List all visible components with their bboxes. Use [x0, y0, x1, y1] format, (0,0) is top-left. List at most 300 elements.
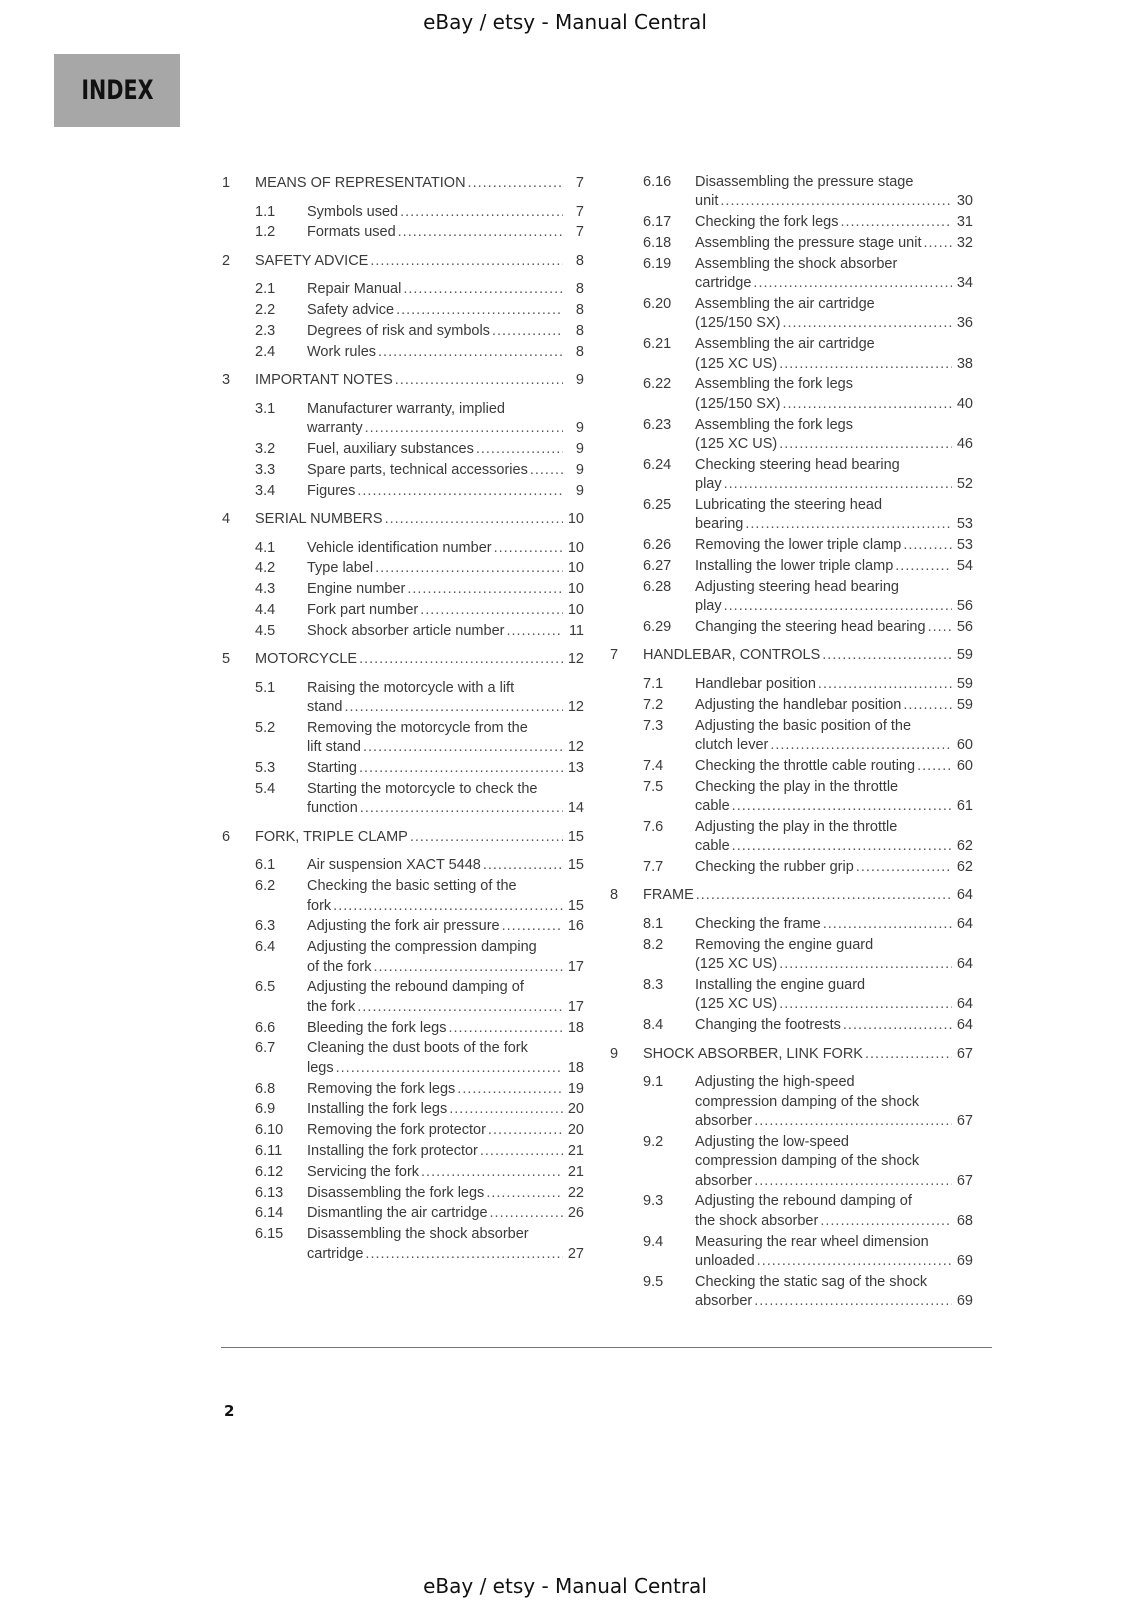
page-ref: 18 — [567, 1059, 584, 1076]
dot-leader — [696, 885, 952, 906]
entry-body — [307, 780, 584, 819]
page-ref: 40 — [956, 395, 973, 412]
entry-body — [695, 976, 973, 1015]
entry-text: Vehicle identification number — [307, 539, 492, 556]
entry-number: 5.4 — [255, 780, 276, 797]
toc-entry[interactable] — [610, 1273, 973, 1312]
entry-last-line — [307, 539, 584, 558]
dot-leader — [903, 536, 952, 555]
toc-entry[interactable] — [222, 1225, 584, 1264]
chapter-heading[interactable] — [643, 645, 973, 666]
page-ref: 31 — [956, 214, 973, 231]
entry-last-line — [695, 955, 973, 974]
entry-body — [307, 203, 584, 222]
entry-number: 6.19 — [643, 255, 672, 272]
chapter-title-line — [255, 509, 584, 530]
entry-last-line — [695, 213, 973, 232]
dot-leader — [779, 435, 952, 454]
chapter-title-line — [255, 251, 584, 272]
watermark-top: eBay / etsy - Manual Central — [423, 10, 707, 34]
entry-body — [695, 536, 973, 555]
dot-leader — [820, 1212, 952, 1231]
dot-leader — [753, 274, 952, 293]
entry-text: Engine number — [307, 581, 406, 598]
dot-leader — [745, 515, 952, 534]
entry-number: 3.3 — [255, 461, 276, 478]
toc-entry[interactable] — [222, 679, 584, 718]
toc-entry[interactable] — [222, 1080, 584, 1099]
toc-entry[interactable] — [222, 1204, 584, 1223]
entry-text-line: Installing the engine guard — [695, 977, 866, 994]
page-ref: 7 — [575, 175, 584, 191]
toc-entry[interactable] — [222, 877, 584, 916]
entry-text-line: Raising the motorcycle with a lift — [307, 679, 515, 696]
entry-last-line — [695, 515, 973, 534]
entry-last-line — [307, 601, 584, 620]
page-ref: 69 — [956, 1253, 973, 1270]
page-ref: 15 — [567, 857, 584, 874]
page-ref: 22 — [567, 1184, 584, 1201]
entry-text: Safety advice — [307, 302, 395, 319]
toc-entry[interactable] — [610, 375, 973, 414]
entry-number: 5.1 — [255, 679, 276, 696]
entry-text: Changing the steering head bearing — [695, 619, 926, 636]
page-ref: 8 — [575, 343, 584, 360]
toc-entry[interactable] — [222, 719, 584, 758]
entry-last-line — [695, 314, 973, 333]
toc-entry[interactable] — [222, 622, 584, 641]
entry-number: 7.4 — [643, 757, 664, 774]
entry-last-line — [307, 1059, 584, 1078]
page-ref: 27 — [567, 1245, 584, 1262]
chapter-number: 1 — [222, 175, 231, 191]
entry-text: Removing the fork protector — [307, 1122, 486, 1139]
entry-text: Fork part number — [307, 601, 419, 618]
dot-leader — [395, 370, 563, 391]
chapter-title-line — [255, 370, 584, 391]
toc-entry[interactable] — [222, 759, 584, 778]
dot-leader — [724, 475, 952, 494]
chapter-heading[interactable] — [643, 1044, 973, 1065]
page-ref: 13 — [567, 760, 584, 777]
entry-number: 6.18 — [643, 235, 672, 251]
page-ref: 10 — [567, 560, 584, 577]
toc-chapter — [222, 649, 584, 670]
dot-leader — [385, 509, 563, 530]
entry-number: 9.3 — [643, 1193, 664, 1210]
entry-body — [307, 1080, 584, 1099]
page-ref: 9 — [575, 420, 584, 437]
dot-leader — [365, 419, 563, 438]
page-ref: 53 — [956, 537, 973, 554]
dot-leader — [823, 915, 952, 934]
entry-last-line — [695, 618, 973, 637]
page-ref: 14 — [567, 800, 584, 817]
toc-entry[interactable] — [610, 173, 973, 212]
entry-text-line: Adjusting the play in the throttle — [695, 818, 898, 835]
entry-number: 6.13 — [255, 1184, 284, 1201]
entry-text-line: Assembling the air cartridge — [695, 296, 875, 312]
entry-text: cartridge — [695, 275, 752, 292]
page-ref: 17 — [567, 998, 584, 1015]
entry-body — [307, 1142, 584, 1161]
chapter-title-line — [255, 827, 584, 848]
chapter-number: 2 — [222, 252, 231, 269]
page-ref: 19 — [567, 1080, 584, 1097]
chapter-title-line — [255, 649, 584, 670]
entry-body — [695, 915, 973, 934]
dot-leader — [506, 622, 563, 641]
entry-number: 7.2 — [643, 696, 664, 713]
toc-entry[interactable] — [610, 335, 973, 374]
chapter-title-line — [643, 1044, 973, 1065]
entry-body — [695, 456, 973, 495]
toc-entry[interactable] — [610, 255, 973, 294]
entry-number: 6.29 — [643, 619, 672, 636]
page-ref: 53 — [956, 516, 973, 533]
toc-entry[interactable] — [222, 461, 584, 480]
toc-entry[interactable] — [222, 322, 584, 341]
entry-text-line: Lubricating the steering head — [695, 497, 883, 514]
dot-leader — [400, 203, 563, 222]
entry-last-line — [695, 1112, 973, 1131]
page-ref: 34 — [956, 275, 973, 292]
toc-entry[interactable] — [222, 1184, 584, 1203]
page-ref: 64 — [956, 956, 973, 973]
toc-entry[interactable] — [610, 496, 973, 535]
toc-chapter — [610, 1044, 973, 1065]
page-ref: 15 — [567, 897, 584, 914]
toc-entry[interactable] — [610, 557, 973, 576]
entry-text: (125 XC US) — [695, 436, 778, 453]
chapter-number: 9 — [610, 1045, 619, 1062]
entry-text: Dismantling the air cartridge — [307, 1205, 488, 1222]
dot-leader — [378, 343, 563, 362]
entry-body — [307, 938, 584, 977]
chapter-heading[interactable] — [255, 509, 584, 530]
entry-text: stand — [307, 699, 343, 716]
entry-body — [695, 936, 973, 975]
entry-text: the shock absorber — [695, 1212, 819, 1229]
toc-entry[interactable] — [222, 917, 584, 936]
toc-entry[interactable] — [610, 915, 973, 934]
toc-entry[interactable] — [610, 696, 973, 715]
dot-leader — [457, 1080, 563, 1099]
entry-last-line — [307, 738, 584, 757]
entry-last-line — [695, 192, 973, 211]
entry-text: Handlebar position — [695, 676, 816, 693]
entry-number: 2.4 — [255, 343, 276, 360]
entry-body — [695, 778, 973, 817]
chapter-heading[interactable] — [255, 173, 584, 194]
toc-entry[interactable] — [610, 976, 973, 1015]
toc-entry[interactable] — [610, 618, 973, 637]
entry-last-line — [307, 343, 584, 362]
dot-leader — [373, 958, 563, 977]
page-ref: 8 — [575, 322, 584, 339]
dot-leader — [928, 618, 952, 637]
entry-text: cable — [695, 798, 730, 815]
entry-text-line: Checking steering head bearing — [695, 456, 900, 473]
page-ref: 38 — [956, 355, 973, 372]
dot-leader — [357, 998, 563, 1017]
toc-entry[interactable] — [222, 280, 584, 299]
entry-body — [695, 757, 973, 776]
page-ref: 16 — [567, 918, 584, 935]
toc-entry[interactable] — [222, 482, 584, 501]
toc-entry[interactable] — [610, 1192, 973, 1231]
entry-number: 8.3 — [643, 977, 664, 994]
entry-number: 5.3 — [255, 760, 276, 777]
toc-entry[interactable] — [222, 601, 584, 620]
entry-number: 6.24 — [643, 456, 672, 473]
toc-entry[interactable] — [610, 416, 973, 455]
entry-last-line — [695, 355, 973, 374]
page-ref: 8 — [575, 302, 584, 319]
toc-entry[interactable] — [610, 456, 973, 495]
entry-text-line: Adjusting the basic position of the — [695, 717, 912, 734]
toc-entry[interactable] — [610, 778, 973, 817]
dot-leader — [410, 827, 563, 848]
entry-number: 1.1 — [255, 203, 276, 220]
entry-number: 5.2 — [255, 719, 276, 736]
toc-entry[interactable] — [610, 757, 973, 776]
entry-text: Spare parts, technical accessories — [307, 461, 528, 478]
dot-leader — [779, 355, 952, 374]
toc-entry[interactable] — [610, 234, 973, 253]
entry-text: SAFETY ADVICE — [255, 252, 369, 269]
entry-last-line — [307, 203, 584, 222]
page-ref: 20 — [567, 1122, 584, 1139]
entry-text: Adjusting the handlebar position — [695, 696, 902, 713]
entry-number: 6.5 — [255, 979, 276, 996]
entry-body — [307, 877, 584, 916]
entry-text: lift stand — [307, 739, 361, 756]
toc-entry[interactable] — [222, 440, 584, 459]
entry-last-line — [695, 797, 973, 816]
dot-leader — [732, 797, 952, 816]
page-ref: 8 — [575, 252, 584, 269]
dot-leader — [757, 1252, 952, 1271]
dot-leader — [895, 557, 952, 576]
page-ref: 60 — [956, 737, 973, 754]
entry-body — [695, 675, 973, 694]
chapter-number: 5 — [222, 651, 231, 668]
page-ref: 26 — [567, 1205, 584, 1222]
chapter-number: 3 — [222, 372, 231, 389]
entry-text: Degrees of risk and symbols — [307, 322, 490, 339]
entry-text: fork — [307, 897, 332, 914]
toc-entry[interactable] — [222, 223, 584, 242]
toc-entry[interactable] — [610, 1073, 973, 1131]
entry-last-line — [307, 301, 584, 320]
toc-entry[interactable] — [222, 978, 584, 1017]
toc-entry[interactable] — [610, 858, 973, 877]
toc-entry[interactable] — [222, 856, 584, 875]
chapter-number: 4 — [222, 510, 231, 527]
entry-body — [307, 601, 584, 620]
page-ref: 9 — [575, 440, 584, 457]
entry-body — [307, 1163, 584, 1182]
page-ref: 64 — [956, 916, 973, 933]
entry-last-line — [695, 1252, 973, 1271]
entry-body — [307, 400, 584, 439]
page-ref: 7 — [575, 203, 584, 220]
toc-entry[interactable] — [610, 536, 973, 555]
entry-last-line — [695, 915, 973, 934]
entry-last-line — [307, 856, 584, 875]
entry-number: 4.5 — [255, 622, 276, 639]
dot-leader — [359, 759, 563, 778]
entry-body — [695, 858, 973, 877]
toc-entry[interactable] — [222, 539, 584, 558]
entry-number: 2.2 — [255, 302, 276, 319]
entry-last-line — [307, 1163, 584, 1182]
entry-text: Installing the lower triple clamp — [695, 558, 894, 575]
page-ref: 56 — [956, 619, 973, 636]
entry-last-line — [307, 1121, 584, 1140]
dot-leader — [476, 440, 563, 459]
chapter-number: 8 — [610, 887, 619, 904]
dot-leader — [724, 597, 952, 616]
toc-chapter — [222, 370, 584, 391]
entry-last-line — [307, 698, 584, 717]
toc-chapter — [222, 251, 584, 272]
page-ref: 62 — [956, 859, 973, 876]
dot-leader — [488, 1121, 563, 1140]
entry-text: Repair Manual — [307, 281, 402, 298]
entry-body — [695, 375, 973, 414]
entry-text: Symbols used — [307, 203, 399, 220]
entry-body — [307, 978, 584, 1017]
entry-text: (125 XC US) — [695, 956, 778, 973]
entry-text-line: Assembling the fork legs — [695, 416, 853, 433]
page-ref: 59 — [956, 647, 973, 664]
toc-entry[interactable] — [222, 203, 584, 222]
entry-body — [307, 719, 584, 758]
page-ref: 21 — [567, 1142, 584, 1159]
toc-entry[interactable] — [610, 675, 973, 694]
entry-last-line — [695, 837, 973, 856]
entry-last-line — [695, 475, 973, 494]
chapter-heading[interactable] — [255, 251, 584, 272]
page-ref: 9 — [575, 461, 584, 478]
entry-text: Changing the footrests — [695, 1017, 841, 1034]
page-ref: 64 — [956, 996, 973, 1013]
entry-number: 4.4 — [255, 601, 276, 618]
entry-body — [695, 416, 973, 455]
entry-number: 4.1 — [255, 539, 276, 556]
dot-leader — [720, 192, 952, 211]
entry-body — [695, 1133, 973, 1191]
entry-last-line — [307, 998, 584, 1017]
toc-entry[interactable] — [610, 1016, 973, 1035]
dot-leader — [407, 580, 563, 599]
toc-chapter — [222, 173, 584, 194]
entry-number: 6.7 — [255, 1040, 276, 1057]
entry-text-line: Disassembling the shock absorber — [307, 1226, 529, 1243]
entry-number: 6.1 — [255, 857, 276, 874]
entry-text: Formats used — [307, 224, 396, 241]
dot-leader — [924, 234, 953, 253]
entry-number: 6.20 — [643, 296, 672, 312]
entry-body — [695, 295, 973, 334]
entry-number: 6.4 — [255, 939, 276, 956]
toc-entry[interactable] — [222, 938, 584, 977]
entry-body — [307, 622, 584, 641]
entry-number: 6.28 — [643, 578, 672, 595]
dot-leader — [490, 1204, 563, 1223]
entry-text: Adjusting the fork air pressure — [307, 918, 500, 935]
entry-text: absorber — [695, 1113, 753, 1130]
toc-entry[interactable] — [222, 580, 584, 599]
entry-number: 6.25 — [643, 497, 672, 514]
page-ref: 20 — [567, 1101, 584, 1118]
toc-entry[interactable] — [222, 559, 584, 578]
dot-leader — [782, 314, 952, 333]
toc-entry[interactable] — [610, 295, 973, 334]
entry-text-line: Cleaning the dust boots of the fork — [307, 1040, 528, 1057]
toc-entry[interactable] — [222, 1019, 584, 1038]
entry-body — [307, 679, 584, 718]
toc-entry[interactable] — [610, 717, 973, 756]
toc-entry[interactable] — [222, 1121, 584, 1140]
toc-entry[interactable] — [610, 818, 973, 857]
chapter-heading[interactable] — [255, 370, 584, 391]
toc-entry[interactable] — [222, 1039, 584, 1078]
page-ref: 17 — [567, 958, 584, 975]
entry-number: 6.6 — [255, 1019, 276, 1036]
entry-body — [307, 461, 584, 480]
toc-entry[interactable] — [222, 400, 584, 439]
toc-entry[interactable] — [222, 1142, 584, 1161]
toc-entry[interactable] — [610, 1233, 973, 1272]
entry-text: play — [695, 476, 722, 493]
entry-text: (125 XC US) — [695, 996, 778, 1013]
entry-text: MEANS OF REPRESENTATION — [255, 175, 466, 191]
toc-entry[interactable] — [222, 1163, 584, 1182]
entry-text-line: Adjusting the low-speed — [695, 1133, 849, 1150]
toc-entry[interactable] — [222, 343, 584, 362]
entry-number: 6.3 — [255, 918, 276, 935]
entry-last-line — [695, 557, 973, 576]
entry-last-line — [695, 858, 973, 877]
dot-leader — [421, 1163, 563, 1182]
page-ref: 68 — [956, 1212, 973, 1229]
toc-entry[interactable] — [610, 578, 973, 617]
chapter-heading[interactable] — [255, 827, 584, 848]
entry-text: Disassembling the fork legs — [307, 1184, 485, 1201]
page-ref: 67 — [956, 1113, 973, 1130]
entry-body — [307, 917, 584, 936]
chapter-heading[interactable] — [643, 885, 973, 906]
entry-number: 9.5 — [643, 1273, 664, 1290]
toc-entry[interactable] — [610, 1133, 973, 1191]
entry-body — [695, 1073, 973, 1131]
toc-entry[interactable] — [222, 780, 584, 819]
entry-number: 7.5 — [643, 778, 664, 795]
toc-entry[interactable] — [222, 301, 584, 320]
toc-entry[interactable] — [610, 936, 973, 975]
entry-last-line — [307, 580, 584, 599]
toc-entry[interactable] — [610, 213, 973, 232]
dot-leader — [448, 1019, 563, 1038]
entry-last-line — [307, 917, 584, 936]
entry-text-line: Removing the engine guard — [695, 936, 874, 953]
entry-text: FRAME — [643, 887, 694, 904]
toc-entry[interactable] — [222, 1100, 584, 1119]
chapter-heading[interactable] — [255, 649, 584, 670]
